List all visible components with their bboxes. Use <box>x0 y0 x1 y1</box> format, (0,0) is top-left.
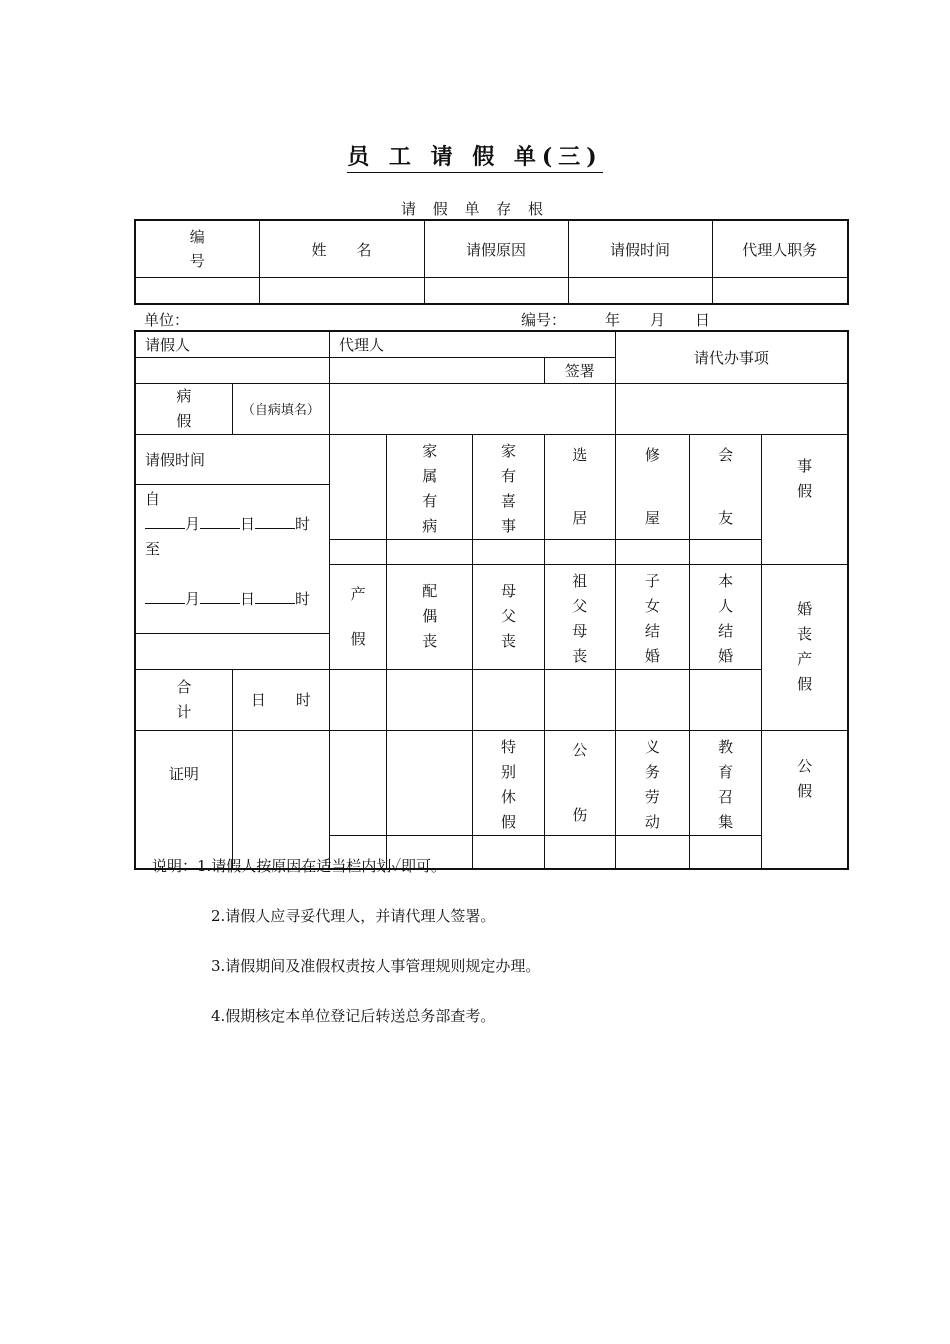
proof-label: 证明 <box>135 730 232 869</box>
election-label: 选 居 <box>544 434 615 539</box>
sick-leave-label: 病假 <box>135 383 232 434</box>
own-wedding-label: 本人结婚 <box>690 564 762 669</box>
personal-check-6[interactable] <box>690 539 762 564</box>
family-check-4[interactable] <box>615 669 689 730</box>
family-check-1[interactable] <box>387 669 473 730</box>
sick-leave-field[interactable] <box>330 383 616 434</box>
stub-cell-name[interactable] <box>259 278 424 305</box>
public-check-4[interactable] <box>544 835 615 869</box>
form-title: 员 工 请 假 单(三) <box>0 140 950 171</box>
public-check-3[interactable] <box>473 835 544 869</box>
leave-time-label: 请假时间 <box>135 434 330 484</box>
family-happy-label: 家有喜事 <box>473 434 544 539</box>
leave-form-table <box>134 330 849 870</box>
to-date[interactable]: 月 日 时 <box>145 587 329 612</box>
note-2: 2.请假人应寻妥代理人，并请代理人签署。 <box>211 907 496 925</box>
family-check-2[interactable] <box>473 669 544 730</box>
applicant-label: 请假人 <box>135 331 330 357</box>
personal-leave-label: 事假 <box>762 434 848 564</box>
sick-note: （自病填名） <box>232 383 329 434</box>
leave-period-field[interactable] <box>135 484 330 634</box>
agent-matters-field[interactable] <box>615 383 848 434</box>
child-wedding-label: 子女结婚 <box>615 564 689 669</box>
date-label: 年 月 日 <box>605 311 711 329</box>
stub-header-reason: 请假原因 <box>424 220 568 278</box>
applicant-field[interactable] <box>135 357 330 383</box>
note-4: 4.假期核定本单位登记后转送总务部查考。 <box>211 1007 496 1025</box>
stub-caption: 请 假 单 存 根 <box>400 200 550 218</box>
spouse-funeral-label: 配偶丧 <box>387 564 473 669</box>
stub-cell-reason[interactable] <box>424 278 568 305</box>
personal-check-2[interactable] <box>387 539 473 564</box>
note-3: 3.请假期间及准假权责按人事管理规则规定办理。 <box>211 957 541 975</box>
public-check-6[interactable] <box>690 835 762 869</box>
stub-header-number: 编号 <box>135 220 259 278</box>
house-repair-label: 修 屋 <box>615 434 689 539</box>
family-ill-label: 家属有病 <box>387 434 473 539</box>
to-label: 至 <box>145 539 161 558</box>
maternity-label: 产 假 <box>330 564 387 669</box>
grandparent-funeral-label: 祖父母丧 <box>544 564 615 669</box>
note-1: 说明：1.请假人按原因在适当栏内划✓即可。 <box>152 857 446 875</box>
special-leave-label: 特别休假 <box>473 730 544 835</box>
personal-check-1[interactable] <box>330 539 387 564</box>
from-date[interactable]: 月 日 时 <box>145 512 329 537</box>
parent-funeral-label: 母父丧 <box>473 564 544 669</box>
stub-table <box>134 219 849 305</box>
education-call-label: 教育召集 <box>690 730 762 835</box>
number-label: 编号： <box>521 311 567 329</box>
family-check-5[interactable] <box>690 669 762 730</box>
wedding-leave-label: 婚丧产假 <box>762 564 848 730</box>
personal-blank-cell[interactable] <box>330 434 387 539</box>
personal-check-5[interactable] <box>615 539 689 564</box>
stub-header-time: 请假时间 <box>568 220 712 278</box>
unit-label: 单位： <box>144 311 190 329</box>
stub-cell-time[interactable] <box>568 278 712 305</box>
family-check-3[interactable] <box>544 669 615 730</box>
agent-field[interactable] <box>330 357 545 383</box>
stub-header-agent-title: 代理人职务 <box>712 220 848 278</box>
personal-check-3[interactable] <box>473 539 544 564</box>
public-check-5[interactable] <box>615 835 689 869</box>
stub-header-name: 姓 名 <box>259 220 424 278</box>
public-blank-2[interactable] <box>387 730 473 835</box>
public-blank-1[interactable] <box>330 730 387 835</box>
stub-cell-number[interactable] <box>135 278 259 305</box>
maternity-check[interactable] <box>330 669 387 730</box>
sign-label: 签署 <box>544 357 615 383</box>
agent-matters-label: 请代办事项 <box>615 331 848 383</box>
public-leave-label: 公假 <box>762 730 848 869</box>
agent-label: 代理人 <box>330 331 616 357</box>
work-injury-label: 公 伤 <box>544 730 615 835</box>
total-field[interactable]: 日 时 <box>232 669 329 730</box>
from-label: 自 <box>145 489 161 508</box>
civic-labor-label: 义务劳动 <box>615 730 689 835</box>
meet-friends-label: 会 友 <box>690 434 762 539</box>
personal-check-4[interactable] <box>544 539 615 564</box>
total-label: 合计 <box>135 669 232 730</box>
proof-field[interactable] <box>232 730 329 869</box>
stub-cell-agent-title[interactable] <box>712 278 848 305</box>
